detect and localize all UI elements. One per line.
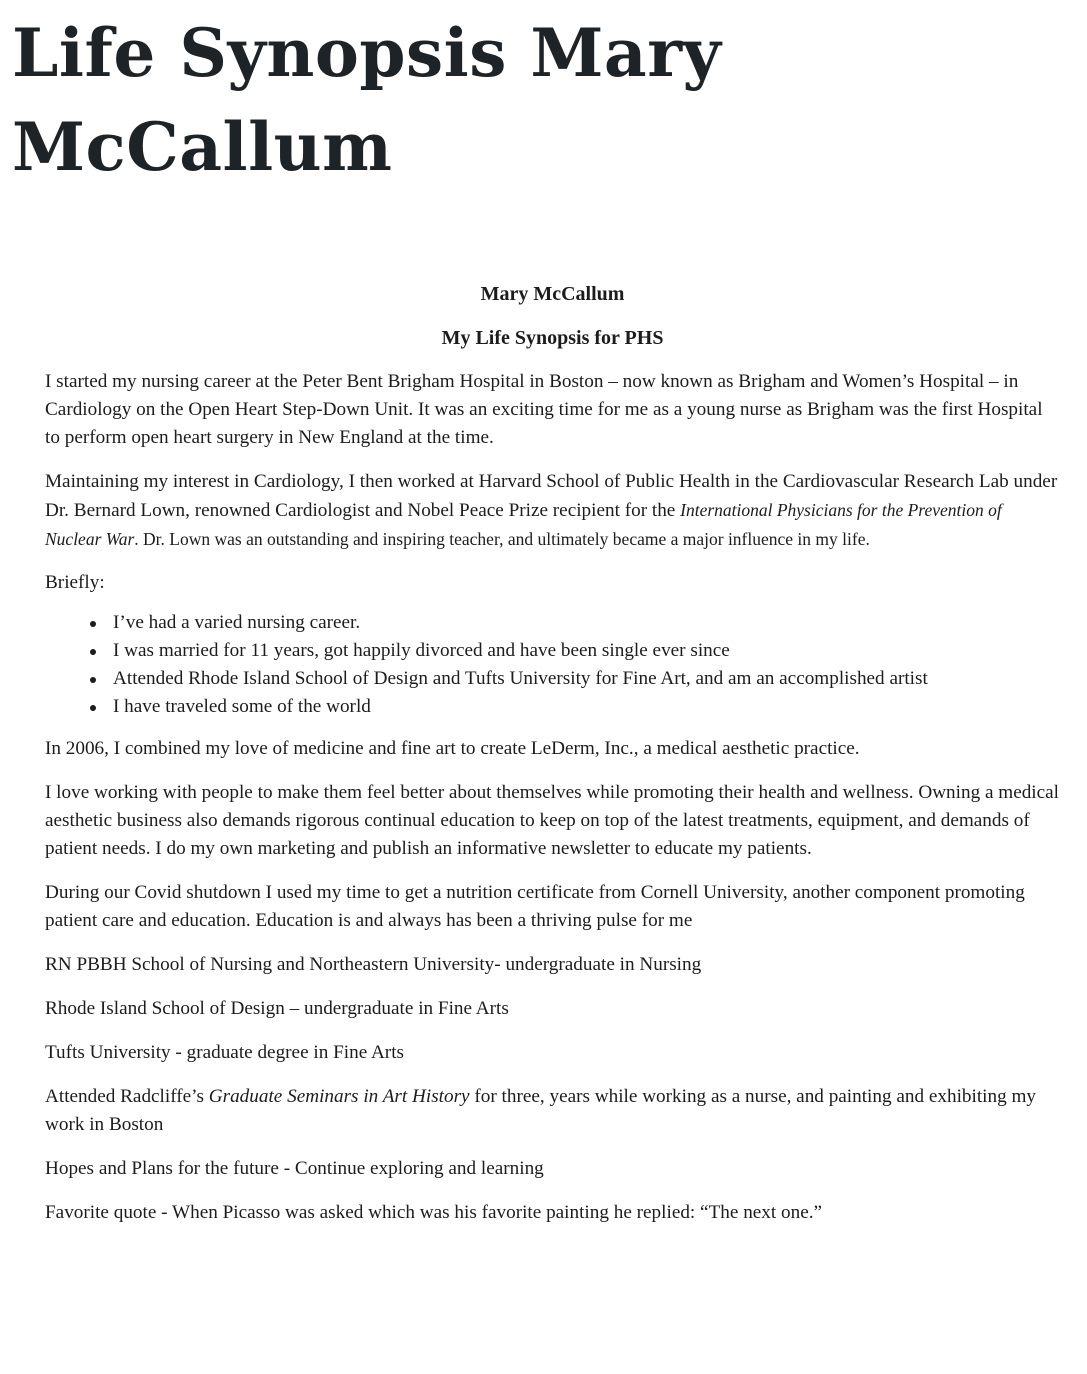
- paragraph-favorite-quote: Favorite quote - When Picasso was asked which was his favorite painting he replied: “The next one.”: [45, 1202, 823, 1223]
- paragraph-nursing-career: I started my nursing career at the Peter Bent Brigham Hospital in Boston – now known as Brigham and Women’s Hospital – in Cardiology on the Open Heart Step-Down Unit. It was an exciting time for me as a young nurse as Brigham was the first Hospital to perform open heart surgery in New England at the time.: [45, 371, 1043, 448]
- page-title: Life Synopsis Mary McCallum: [12, 14, 722, 186]
- paragraph-radcliffe-text: Attended Radcliffe’s: [45, 1086, 209, 1107]
- document-body: [45, 280, 1060, 1243]
- paragraph-working-with-people: I love working with people to make them feel better about themselves while promoting their health and wellness. Owning a medical aesthetic business also demands rigorous continual education to keep on top of the latest treatments, equipment, and demands of patient needs. I do my own marketing and publish an informative newsletter to educate my patients.: [45, 782, 1059, 859]
- bullet-list: [45, 609, 1060, 721]
- paragraph-radcliffe-italic: Graduate Seminars in Art History: [208, 1086, 470, 1107]
- list-item: Attended Rhode Island School of Design and Tufts University for Fine Art, and am an accomplished artist: [113, 665, 1060, 693]
- paragraph-radcliffe: [45, 1083, 1060, 1139]
- paragraph-cardiology: [45, 468, 1060, 554]
- list-item: I have traveled some of the world: [113, 693, 1060, 721]
- education-risd: Rhode Island School of Design – undergraduate in Fine Arts: [45, 998, 509, 1019]
- list-item: I was married for 11 years, got happily divorced and have been single ever since: [113, 637, 1060, 665]
- paragraph-covid: During our Covid shutdown I used my time to get a nutrition certificate from Cornell University, another component promoting patient care and education. Education is and always has been a thriving pulse for me: [45, 882, 1025, 931]
- document-subtitle: My Life Synopsis for PHS: [441, 327, 664, 349]
- paragraph-cardiology-text: Maintaining my interest in Cardiology, I then worked at Harvard School of Public Health in the Cardiovascular Research Lab under Dr. Bernard Lown, renowned Cardiologist and Nobel Peace Prize recipient for the: [45, 471, 1058, 521]
- briefly-label: Briefly:: [45, 572, 105, 593]
- paragraph-cardiology-italic: International Physicians for the Prevention of Nuclear War: [45, 500, 1002, 549]
- education-tufts: Tufts University - graduate degree in Fine Arts: [45, 1042, 404, 1063]
- paragraph-lederm: In 2006, I combined my love of medicine and fine art to create LeDerm, Inc., a medical aesthetic practice.: [45, 738, 860, 759]
- document-author-name: Mary McCallum: [480, 283, 625, 305]
- paragraph-radcliffe-text-end: for three, years while working as a nurse, and painting and exhibiting my work in Boston: [45, 1086, 1036, 1135]
- list-item: I’ve had a varied nursing career.: [113, 609, 1060, 637]
- paragraph-cardiology-text-end: . Dr. Lown was an outstanding and inspiring teacher, and ultimately became a major influence in my life.: [134, 529, 870, 549]
- paragraph-hopes: Hopes and Plans for the future - Continue exploring and learning: [45, 1158, 544, 1179]
- education-nursing: RN PBBH School of Nursing and Northeastern University- undergraduate in Nursing: [45, 954, 702, 975]
